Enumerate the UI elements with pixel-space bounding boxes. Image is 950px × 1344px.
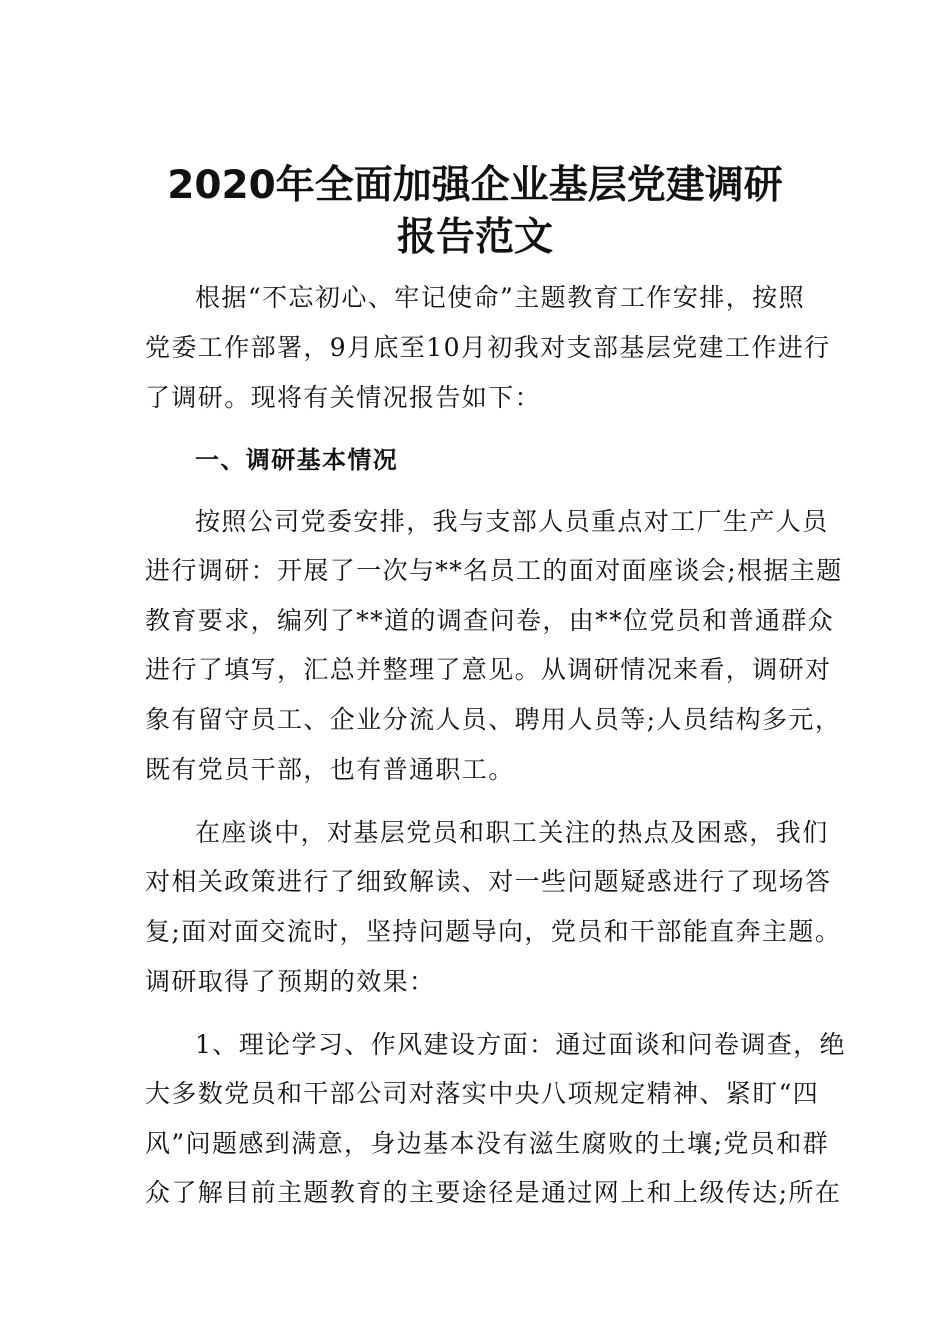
document-title — [120, 160, 830, 264]
paragraph-3-line-1: 在座谈中，对基层党员和职工关注的热点及困惑，我们 — [195, 818, 829, 847]
paragraph-2-line-4: 进行了填写，汇总并整理了意见。从调研情况来看，调研对 — [145, 655, 832, 684]
paragraph-4-line-3: 风”问题感到满意，身边基本没有滋生腐败的土壤;党员和群 — [145, 1129, 830, 1158]
paragraph-1-line-3: 了调研。现将有关情况报告如下： — [145, 383, 542, 412]
paragraph-1-line-1: 根据“不忘初心、牢记使命”主题教育工作安排，按照 — [195, 283, 805, 312]
paragraph-4-line-1: 1、理论学习、作风建设方面：通过面谈和问卷调查，绝 — [195, 1030, 846, 1059]
section-heading-1: 一、调研基本情况 — [195, 446, 399, 474]
paragraph-1-line-2: 党委工作部署，9月底至10月初我对支部基层党建工作进行 — [145, 333, 831, 362]
paragraph-3-line-4: 调研取得了预期的效果： — [145, 967, 436, 996]
paragraph-2-line-5: 象有留守员工、企业分流人员、聘用人员等;人员结构多元， — [145, 705, 842, 734]
paragraph-4-line-4: 众了解目前主题教育的主要途径是通过网上和上级传达;所在 — [145, 1178, 842, 1207]
paragraph-2-line-6: 既有党员干部，也有普通职工。 — [145, 755, 515, 784]
paragraph-4-line-2: 大多数党员和干部公司对落实中央八项规定精神、紧盯“四 — [145, 1079, 820, 1108]
paragraph-2-line-2: 进行调研：开展了一次与**名员工的面对面座谈会;根据主题 — [145, 556, 843, 585]
title-line-2: 报告范文 — [396, 215, 553, 260]
paragraph-3-line-3: 复;面对面交流时，坚持问题导向，党员和干部能直奔主题。 — [145, 917, 842, 946]
paragraph-3-line-2: 对相关政策进行了细致解读、对一些问题疑惑进行了现场答 — [145, 867, 832, 896]
paragraph-2-line-1: 按照公司党委安排，我与支部人员重点对工厂生产人员 — [195, 507, 829, 536]
title-line-1: 2020年全面加强企业基层党建调研 — [167, 163, 783, 208]
paragraph-2-line-3: 教育要求，编列了**道的调查问卷，由**位党员和普通群众 — [145, 606, 835, 635]
